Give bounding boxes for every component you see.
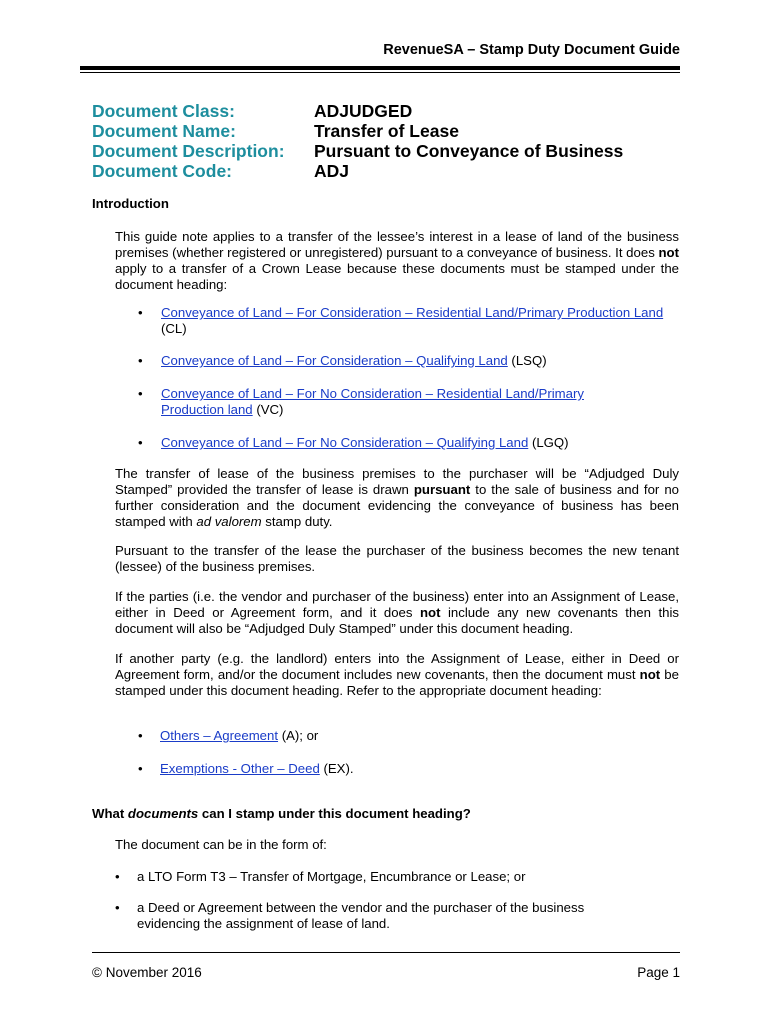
- document-code: (A); or: [278, 728, 319, 743]
- bullet-icon: •: [115, 900, 120, 915]
- document-meta: [92, 101, 623, 181]
- paragraph-text: Pursuant to the transfer of the lease the purchaser of the business becomes the new tenant (lessee) of the business premises.: [115, 543, 679, 574]
- footer-copyright: © November 2016: [92, 965, 202, 980]
- link-exemptions-deed[interactable]: Exemptions - Other – Deed: [160, 761, 320, 776]
- meta-value: Transfer of Lease: [314, 120, 459, 141]
- bullet-icon: •: [138, 305, 143, 320]
- meta-row-class: [92, 101, 623, 121]
- meta-row-name: [92, 121, 623, 141]
- link-conveyance-vc[interactable]: Conveyance of Land – For No Consideration – Residential Land/Primary Production land: [161, 386, 584, 417]
- bold-text: not: [658, 245, 679, 260]
- text-span: include any new covenants then this document will also be “Adjudged Duly Stamped” under this document heading.: [115, 605, 679, 636]
- bullet-icon: •: [115, 869, 120, 884]
- header-rule: [80, 66, 680, 70]
- link-others-agreement[interactable]: Others – Agreement: [160, 728, 279, 743]
- what-documents-heading: [92, 806, 471, 822]
- intro-paragraph-5: [115, 651, 679, 699]
- bold-text: not: [419, 605, 441, 620]
- bullet-icon: •: [138, 761, 143, 776]
- text-span: If another party (e.g. the landlord) enters into the Assignment of Lease, either in Deed or Agreement form, and/or the document includes new covenants, then the document must: [115, 651, 679, 682]
- meta-row-description: [92, 141, 623, 161]
- document-code: (EX).: [319, 761, 354, 776]
- text-span: The transfer of lease of the business premises to the purchaser will be “Adjudged Duly Stamped” provided the transfer of lease is drawn: [115, 466, 679, 497]
- intro-paragraph-3: [115, 543, 679, 575]
- document-code: (LSQ): [507, 353, 547, 368]
- intro-paragraph-2: [115, 466, 679, 530]
- text-span: to the sale of business and for no further consideration and the document evidencing the conveyance of business has been stamped with: [115, 482, 679, 529]
- meta-row-code: [92, 161, 623, 181]
- bullet-icon: •: [138, 728, 143, 743]
- footer-rule: [92, 952, 680, 953]
- header-rule-thin: [80, 72, 680, 73]
- bullet-icon: •: [138, 353, 143, 368]
- meta-label: Document Name:: [92, 120, 236, 141]
- meta-value: Pursuant to Conveyance of Business: [314, 140, 624, 161]
- text-span: be stamped under this document heading. Refer to the appropriate document heading:: [115, 667, 679, 698]
- introduction-heading: Introduction: [92, 196, 169, 211]
- meta-label: Document Code:: [92, 160, 232, 181]
- text-span: What: [92, 806, 128, 821]
- meta-value: ADJUDGED: [314, 100, 413, 121]
- paragraph-text: The document can be in the form of:: [115, 837, 327, 852]
- list-item-text: a LTO Form T3 – Transfer of Mortgage, Encumbrance or Lease; or: [137, 869, 526, 884]
- footer-page-number: Page 1: [637, 965, 680, 980]
- bullet-icon: •: [138, 435, 143, 450]
- link-conveyance-lgq[interactable]: Conveyance of Land – For No Consideration – Qualifying Land: [161, 435, 529, 450]
- bold-text: pursuant: [413, 482, 471, 497]
- meta-label: Document Class:: [92, 100, 235, 121]
- italic-text: ad valorem: [196, 514, 262, 529]
- italic-text: documents: [127, 806, 199, 821]
- text-span: This guide note applies to a transfer of the lessee’s interest in a lease of land of the business premises (whether registered or unregistered) pursuant to a conveyance of business. It does: [115, 229, 679, 260]
- document-code: (VC): [252, 402, 284, 417]
- page-header-title: RevenueSA – Stamp Duty Document Guide: [383, 42, 680, 58]
- document-code: (LGQ): [528, 435, 569, 450]
- document-code: (CL): [161, 321, 187, 336]
- text-span: If the parties (i.e. the vendor and purchaser of the business) enter into an Assignment of Lease, either in Deed or Agreement form, and it does: [115, 589, 679, 620]
- link-conveyance-cl[interactable]: Conveyance of Land – For Consideration – Residential Land/Primary Production Land: [161, 305, 664, 320]
- text-span: apply to a transfer of a Crown Lease because these documents must be stamped under the document heading:: [115, 261, 679, 292]
- bold-text: not: [639, 667, 661, 682]
- intro-paragraph-1: [115, 229, 679, 293]
- intro-paragraph-4: [115, 589, 679, 637]
- text-span: can I stamp under this document heading?: [198, 806, 471, 821]
- what-paragraph-1: [115, 837, 679, 853]
- link-conveyance-lsq[interactable]: Conveyance of Land – For Consideration – Qualifying Land: [161, 353, 508, 368]
- text-span: stamp duty.: [261, 514, 333, 529]
- list-item-text: a Deed or Agreement between the vendor and the purchaser of the business evidencing the assignment of lease of land.: [137, 900, 585, 931]
- bullet-icon: •: [138, 386, 143, 401]
- meta-value: ADJ: [314, 160, 350, 181]
- meta-label: Document Description:: [92, 140, 285, 161]
